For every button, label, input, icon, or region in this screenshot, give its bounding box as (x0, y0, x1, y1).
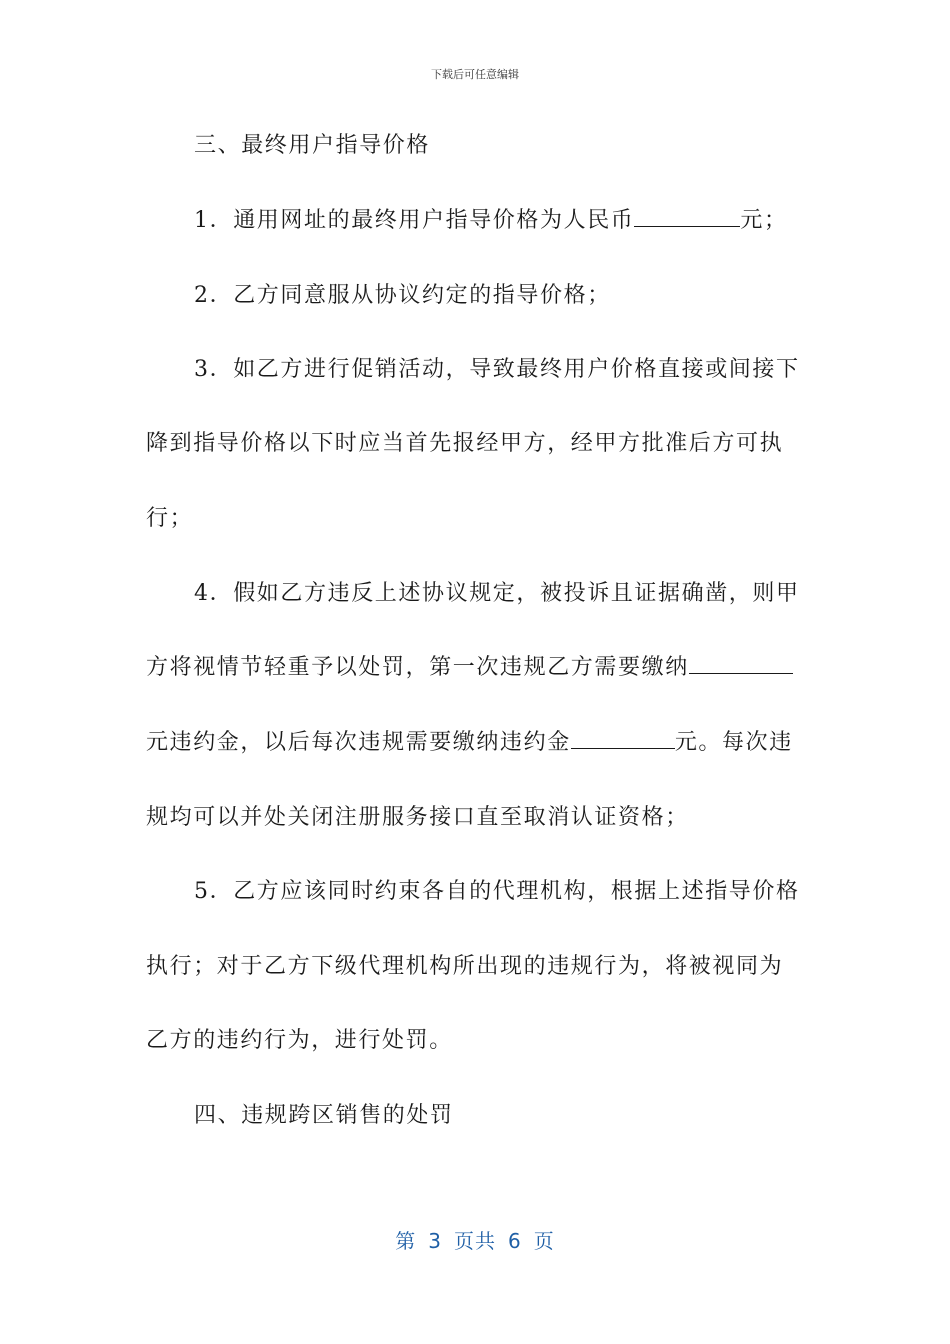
page-header: 下载后可任意编辑 (431, 68, 519, 81)
item2-line: 2．乙方同意服从协议约定的指导价格； (194, 283, 611, 308)
item5-line1: 5．乙方应该同时约束各自的代理机构，根据上述指导价格 (194, 879, 800, 904)
item4-line2 (146, 653, 806, 683)
item4-line2-text: 方将视情节轻重予以处罚，第一次违规乙方需要缴纳 (146, 655, 689, 680)
section3-title: 三、最终用户指导价格 (194, 133, 431, 158)
item5-line3: 乙方的违约行为，进行处罚。 (146, 1028, 453, 1053)
page-label-mid: 页共 (454, 1229, 496, 1253)
item5-line2: 执行；对于乙方下级代理机构所出现的违规行为，将被视同为 (146, 954, 784, 979)
item3-line3: 行； (146, 506, 194, 531)
page-number (0, 1225, 950, 1254)
item3-line1: 3．如乙方进行促销活动，导致最终用户价格直接或间接下 (194, 357, 800, 382)
item4-line3-b: 元。每次违 (674, 730, 793, 755)
first-fine-blank[interactable] (689, 653, 793, 674)
item1-line (194, 206, 806, 236)
section4-title: 四、违规跨区销售的处罚 (194, 1103, 454, 1128)
price-blank[interactable] (634, 206, 740, 227)
item4-line4: 规均可以并处关闭注册服务接口直至取消认证资格； (146, 805, 689, 830)
page-total: 6 (508, 1229, 522, 1253)
repeat-fine-blank[interactable] (571, 728, 675, 749)
page-current: 3 (428, 1229, 442, 1253)
item1-suffix: 元； (740, 208, 788, 233)
item4-line3 (146, 728, 806, 758)
page-label-pre: 第 (395, 1229, 417, 1253)
item1-prefix: 1．通用网址的最终用户指导价格为人民币 (194, 208, 635, 233)
page-label-post: 页 (533, 1229, 555, 1253)
item3-line2: 降到指导价格以下时应当首先报经甲方，经甲方批准后方可执 (146, 431, 784, 456)
item4-line1: 4．假如乙方违反上述协议规定，被投诉且证据确凿，则甲 (194, 581, 800, 606)
item4-line3-a: 元违约金，以后每次违规需要缴纳违约金 (146, 730, 571, 755)
